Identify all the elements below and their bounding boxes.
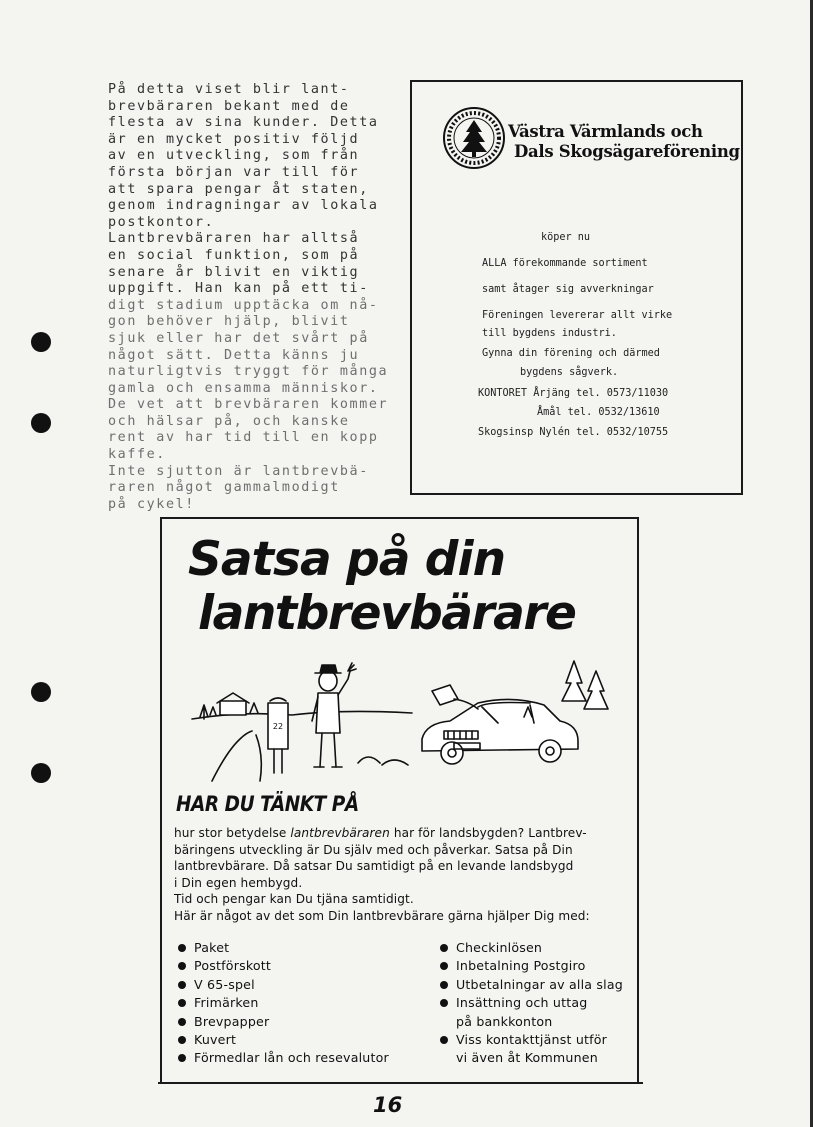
article-line: flesta av sina kunder. Detta <box>108 115 379 131</box>
mail-carrier-illustration <box>182 651 622 786</box>
article-line: raren något gammalmodigt <box>108 480 340 496</box>
punch-hole-3 <box>31 682 51 702</box>
list-item <box>438 957 623 975</box>
ad-line: till bygdens industri. <box>482 328 617 339</box>
body-line: Tid och pengar kan Du tjäna samtidigt. <box>174 892 414 907</box>
ad-line: samt åtager sig avverkningar <box>482 284 654 295</box>
forest-association-ad <box>410 80 743 495</box>
ad-title <box>508 122 740 162</box>
ad-title-line1: Västra Värmlands och <box>508 122 703 141</box>
list-item <box>176 994 389 1012</box>
article-line: är en mycket positiv följd <box>108 131 360 147</box>
ad-title-line2: Dals Skogsägareförening <box>514 142 740 161</box>
article-line: gamla och ensamma människor. <box>108 380 379 396</box>
ad-line: Skogsinsp Nylén tel. 0532/10755 <box>478 427 669 438</box>
article-line: gon behöver hjälp, blivit <box>108 314 350 330</box>
article-text <box>108 82 398 513</box>
body-emphasis: lantbrevbäraren <box>290 826 390 840</box>
service-label: Kuvert <box>194 1032 237 1048</box>
article-line: genom indragningar av lokala <box>108 198 379 214</box>
service-label-cont: på bankkonton <box>456 1013 553 1029</box>
poster-body <box>174 825 639 925</box>
body-line: i Din egen hembygd. <box>174 875 303 890</box>
body-line: bäringens utveckling är Du själv med och påverkar. Satsa på Din <box>174 842 573 857</box>
body-line: Här är något av det som Din lantbrevbärare gärna hjälper Dig med: <box>174 908 590 923</box>
article-line: kaffe. <box>108 447 166 463</box>
article-line: postkontor. <box>108 214 215 230</box>
list-item <box>176 939 389 957</box>
list-item <box>176 957 389 975</box>
service-label: Brevpapper <box>194 1013 270 1029</box>
list-item <box>438 939 623 957</box>
service-label: V 65-spel <box>194 976 255 992</box>
service-label: Viss kontakttjänst utför <box>456 1032 608 1048</box>
headline-line1: Satsa på din <box>188 532 506 587</box>
page-number: 16 <box>373 1093 403 1117</box>
list-item <box>438 1031 623 1068</box>
poster <box>160 517 639 1083</box>
article-line: De vet att brevbäraren kommer <box>108 397 389 413</box>
service-label: Förmedlar lån och resevalutor <box>194 1050 389 1066</box>
service-label-cont: vi även åt Kommunen <box>456 1050 598 1066</box>
article-line: att spara pengar åt staten, <box>108 181 369 197</box>
tree-logo-icon <box>442 106 506 170</box>
services-left-list <box>176 939 389 1068</box>
poster-bottom-rule <box>158 1082 643 1084</box>
poster-subheading: HAR DU TÄNKT PÅ <box>176 792 359 816</box>
article-line: digt stadium upptäcka om nå- <box>108 297 379 313</box>
article-line: en social funktion, som på <box>108 247 360 263</box>
punch-hole-4 <box>31 763 51 783</box>
ad-line: KONTORET Årjäng tel. 0573/11030 <box>478 388 669 399</box>
article-line: senare år blivit en viktig <box>108 264 360 280</box>
article-line: rent av har tid till en kopp <box>108 430 379 446</box>
list-item <box>176 976 389 994</box>
ad-line: bygdens sågverk. <box>520 367 619 378</box>
services-right-list <box>438 939 623 1068</box>
article-line: och hälsar på, och kanske <box>108 413 350 429</box>
service-label: Frimärken <box>194 995 259 1011</box>
list-item <box>438 976 623 994</box>
punch-hole-1 <box>31 332 51 352</box>
ad-line: Åmål tel. 0532/13610 <box>537 407 660 418</box>
article-line: på cykel! <box>108 496 195 512</box>
list-item <box>176 1031 389 1049</box>
service-label: Paket <box>194 940 230 955</box>
service-label: Inbetalning Postgiro <box>456 958 586 974</box>
list-item <box>176 1049 389 1067</box>
article-line: Lantbrevbäraren har alltså <box>108 231 360 247</box>
article-line: brevbäraren bekant med de <box>108 98 350 114</box>
body-line-end: har för landsbygden? Lantbrev- <box>389 826 587 840</box>
headline-line2: lantbrevbärare <box>198 586 576 641</box>
body-line-start: hur stor betydelse <box>174 826 291 840</box>
article-line: något sätt. Detta känns ju <box>108 347 360 363</box>
list-item <box>176 1013 389 1031</box>
article-line: sjuk eller har det svårt på <box>108 330 369 346</box>
ad-line: Föreningen levererar allt virke <box>482 310 673 321</box>
mailbox-number: 22 <box>272 722 284 731</box>
service-label: Postförskott <box>194 958 272 974</box>
article-line: första början var till för <box>108 164 360 180</box>
service-label: Insättning och uttag <box>456 995 588 1011</box>
ad-line: köper nu <box>541 232 591 243</box>
service-label: Utbetalningar av alla slag <box>456 976 623 992</box>
body-line: lantbrevbärare. Då satsar Du samtidigt på en levande landsbygd <box>174 859 574 874</box>
poster-headline <box>188 533 575 641</box>
article-line: naturligtvis tryggt för många <box>108 364 389 380</box>
article-line: av en utveckling, som från <box>108 148 360 164</box>
body-line <box>174 825 639 842</box>
punch-hole-2 <box>31 413 51 433</box>
article-line: Inte sjutton är lantbrevbä- <box>108 463 369 479</box>
service-label: Checkinlösen <box>456 940 543 955</box>
list-item <box>438 994 623 1031</box>
ad-line: ALLA förekommande sortiment <box>482 258 648 269</box>
article-line: uppgift. Han kan på ett ti- <box>108 281 369 297</box>
ad-line: Gynna din förening och därmed <box>482 348 660 359</box>
article-line: På detta viset blir lant- <box>108 82 350 97</box>
